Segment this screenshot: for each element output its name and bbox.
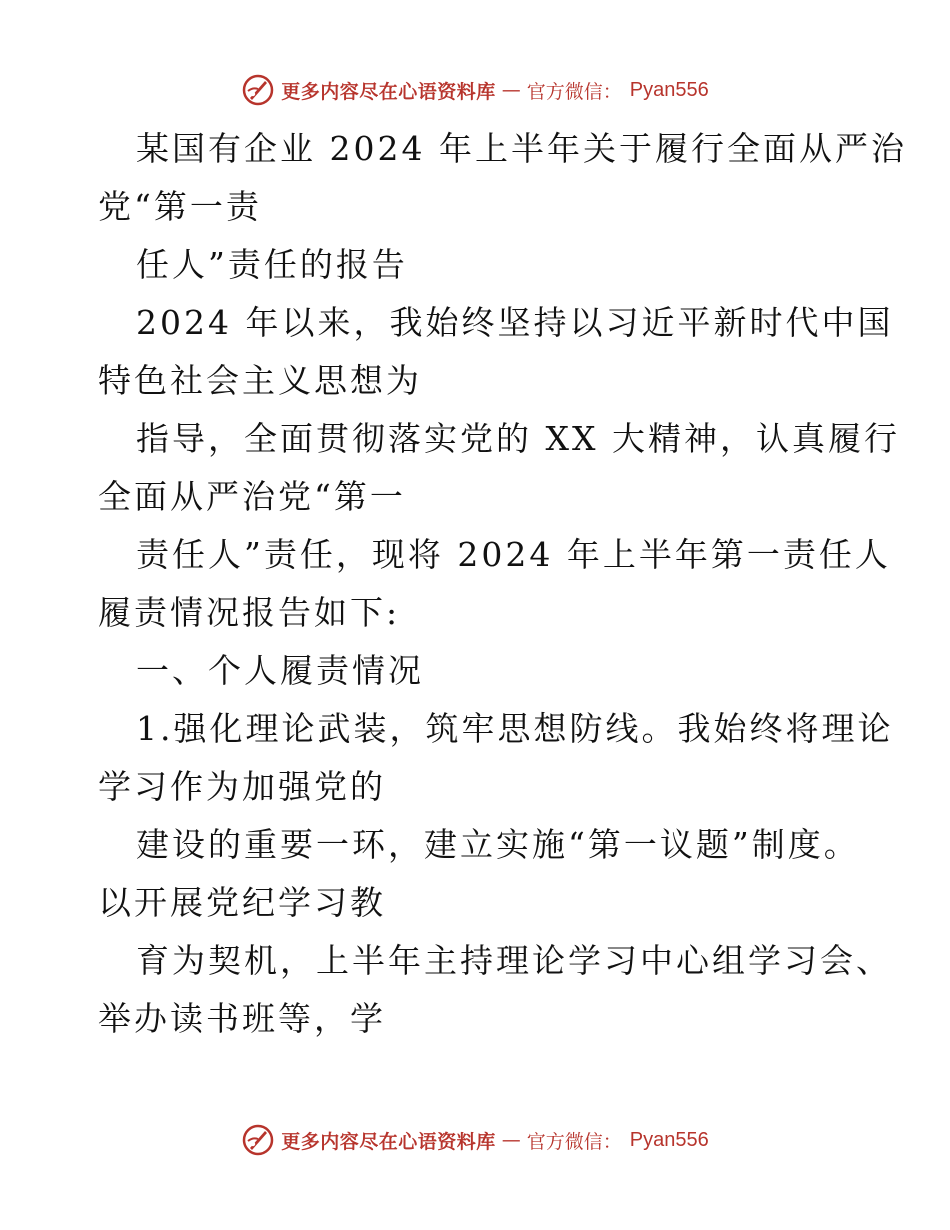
text-line: 育为契机，上半年主持理论学习中心组学习会、 xyxy=(136,941,892,980)
watermark-separator: — xyxy=(501,79,521,101)
text-line: 责任人”责任，现将 2024 年上半年第一责任人 xyxy=(136,535,891,574)
text-line: 学习作为加强党的 xyxy=(98,767,386,806)
watermark-wechat-label: 官方微信： xyxy=(526,80,622,103)
watermark-wechat-id: Pyan556 xyxy=(629,78,709,101)
watermark-wechat-id: Pyan556 xyxy=(629,1128,709,1151)
text-line: 任人”责任的报告 xyxy=(136,245,408,284)
text-line: 特色社会主义思想为 xyxy=(98,361,422,400)
document-body xyxy=(98,120,907,1048)
text-line: 一、个人履责情况 xyxy=(136,651,424,690)
text-line: 举办读书班等，学 xyxy=(98,999,386,1038)
text-line: 以开展党纪学习教 xyxy=(98,883,386,922)
text-line: 建设的重要一环，建立实施“第一议题”制度。 xyxy=(136,825,860,864)
footer-watermark xyxy=(0,1120,950,1160)
quill-circle-logo-icon xyxy=(241,73,275,107)
text-line: 指导，全面贯彻落实党的 XX 大精神，认真履行 xyxy=(136,419,900,458)
watermark-separator: — xyxy=(501,1129,521,1151)
watermark-text: 更多内容尽在心语资料库 xyxy=(281,80,496,103)
text-line: 1.强化理论武装，筑牢思想防线。我始终将理论 xyxy=(136,709,894,748)
text-line: 某国有企业 2024 年上半年关于履行全面从严治 xyxy=(136,129,907,168)
watermark-wechat-label: 官方微信： xyxy=(526,1130,622,1153)
quill-circle-logo-icon xyxy=(241,1123,275,1157)
text-line: 履责情况报告如下: xyxy=(98,593,401,632)
text-line: 全面从严治党“第一 xyxy=(98,477,406,516)
header-watermark xyxy=(0,70,950,110)
text-line: 2024 年以来，我始终坚持以习近平新时代中国 xyxy=(136,303,894,342)
watermark-text: 更多内容尽在心语资料库 xyxy=(281,1130,496,1153)
text-line: 党“第一责 xyxy=(98,187,262,226)
